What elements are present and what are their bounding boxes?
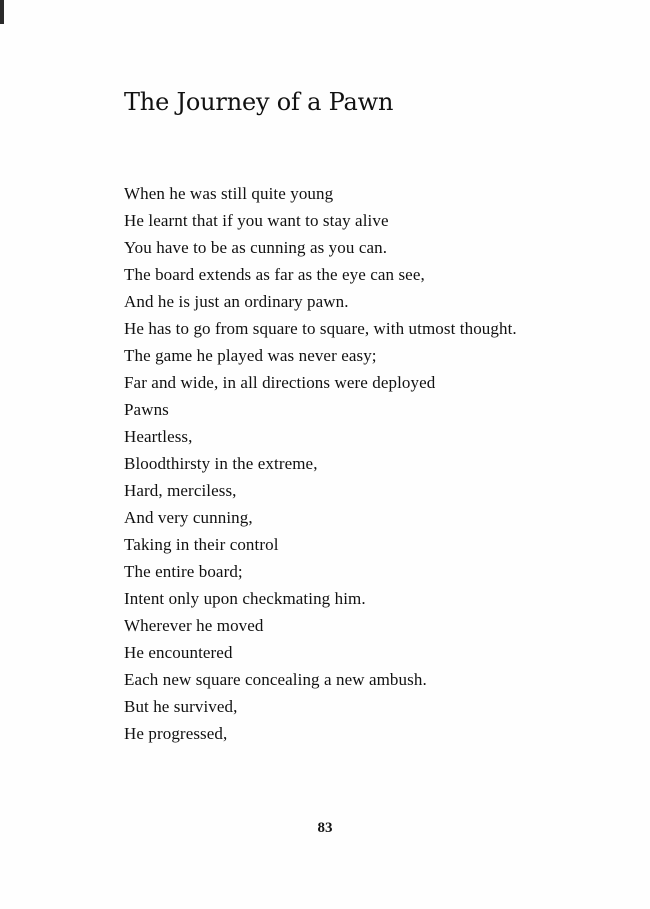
poem-line: When he was still quite young [124, 184, 334, 203]
poem-line: And very cunning, [124, 508, 253, 527]
poem-line: And he is just an ordinary pawn. [124, 292, 349, 311]
poem-line: Far and wide, in all directions were deployed [124, 373, 436, 392]
poem-line: Bloodthirsty in the extreme, [124, 454, 318, 473]
poem-line: The entire board; [124, 562, 243, 581]
poem-line: Hard, merciless, [124, 481, 237, 500]
poem-line: He progressed, [124, 724, 228, 743]
poem-body [124, 180, 517, 747]
poem-line: He learnt that if you want to stay alive [124, 211, 389, 230]
poem-line: The board extends as far as the eye can see, [124, 265, 425, 284]
poem-line: Pawns [124, 400, 169, 419]
poem-title: The Journey of a Pawn [124, 88, 394, 116]
poem-line: Heartless, [124, 427, 193, 446]
poem-line: You have to be as cunning as you can. [124, 238, 388, 257]
poem-line: But he survived, [124, 697, 238, 716]
poem-line: Wherever he moved [124, 616, 264, 635]
poem-line: Each new square concealing a new ambush. [124, 670, 427, 689]
poem-line: He encountered [124, 643, 233, 662]
poem-line: He has to go from square to square, with utmost thought. [124, 319, 517, 338]
poem-line: Taking in their control [124, 535, 279, 554]
page-edge-mark [0, 0, 4, 24]
page-number: 83 [317, 820, 333, 836]
poem-line: Intent only upon checkmating him. [124, 589, 366, 608]
poem-line: The game he played was never easy; [124, 346, 377, 365]
